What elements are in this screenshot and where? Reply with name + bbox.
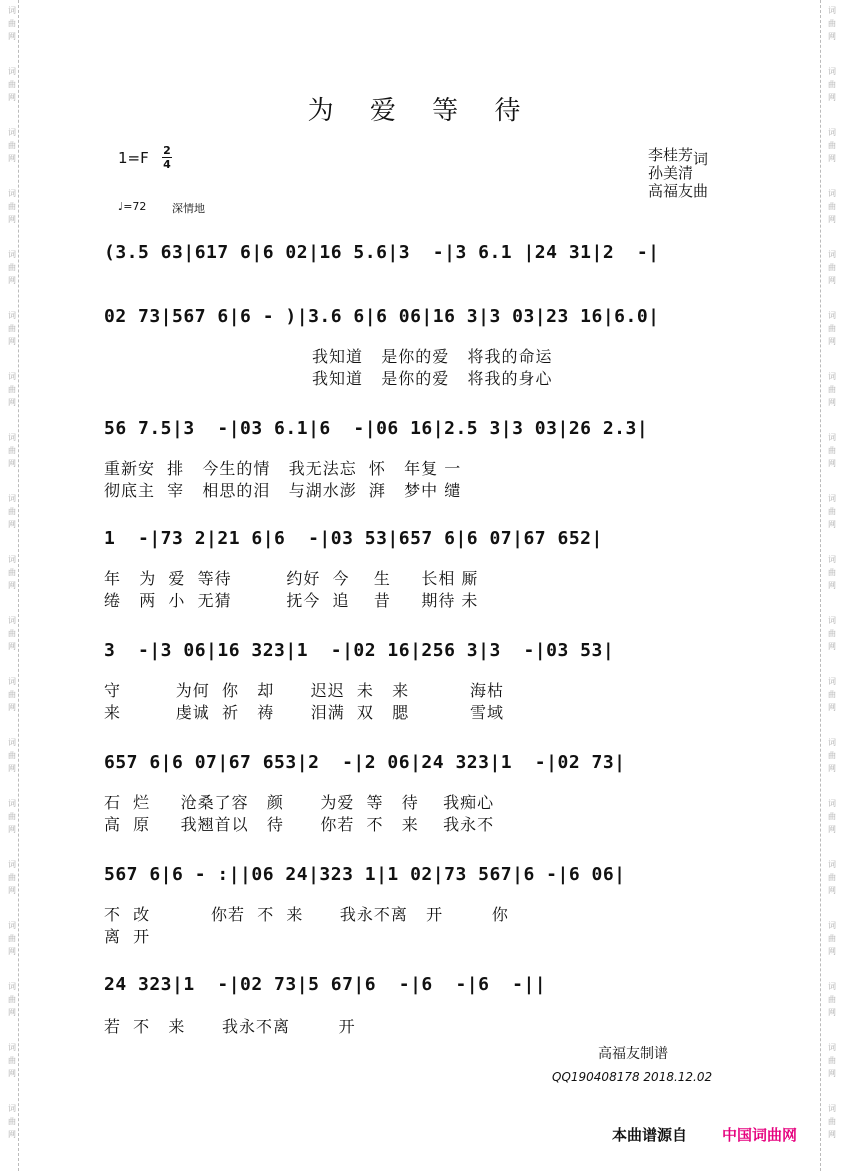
notes: (3.5 63|617 6|6 02|16 5.6|3 -|3 6.1 |24 31|2 -| — [104, 242, 660, 263]
watermark-glyphs: 词 曲 网 — [828, 67, 836, 102]
watermark-glyphs: 词 曲 网 — [828, 616, 836, 651]
watermark-glyphs: 词 曲 网 — [8, 67, 16, 102]
watermark-glyphs: 词 曲 网 — [828, 1104, 836, 1139]
lyric-line: 若 不 来 我永不离 开 — [104, 1017, 356, 1036]
watermark-glyphs: 词 曲 网 — [828, 433, 836, 468]
lyric-line: 我知道 是你的爱 将我的身心 — [312, 369, 553, 388]
notes: 3 -|3 06|16 323|1 -|02 16|256 3|3 -|03 53| — [104, 640, 615, 661]
score-row-4 — [104, 520, 744, 560]
watermark-glyphs: 词 曲 网 — [828, 860, 836, 895]
watermark-glyphs: 词 曲 网 — [8, 6, 16, 41]
watermark-glyphs: 词 曲 网 — [828, 555, 836, 590]
notes: 02 73|567 6|6 - )|3.6 6|6 06|16 3|3 03|23 16|6.0| — [104, 306, 660, 327]
watermark-glyphs: 词 曲 网 — [8, 1043, 16, 1078]
watermark-glyphs: 词 曲 网 — [8, 555, 16, 590]
watermark-glyphs: 词 曲 网 — [828, 677, 836, 712]
score-row-7 — [104, 856, 744, 896]
watermark-glyphs: 词 曲 网 — [8, 982, 16, 1017]
lyric-line: 重新安 排 今生的情 我无法忘 怀 年复 一 — [104, 459, 462, 478]
right-dashed-border — [820, 0, 821, 1171]
lyricist-2: 孙美清 — [648, 164, 694, 182]
watermark-glyphs: 词 曲 网 — [8, 311, 16, 346]
watermark-glyphs: 词 曲 网 — [828, 189, 836, 224]
lyric-line: 石 烂 沧桑了容 颜 为爱 等 待 我痴心 — [104, 793, 495, 812]
score-row-2 — [104, 298, 744, 338]
lyric-line: 守 为何 你 却 迟迟 未 来 海枯 — [104, 681, 505, 700]
watermark-glyphs: 词 曲 网 — [8, 860, 16, 895]
source-label: 本曲谱源自 — [612, 1126, 688, 1144]
lyric-line: 我知道 是你的爱 将我的命运 — [312, 347, 553, 366]
watermark-glyphs: 词 曲 网 — [8, 677, 16, 712]
watermark-glyphs: 词 曲 网 — [828, 738, 836, 773]
left-dashed-border — [18, 0, 19, 1171]
watermark-glyphs: 词 曲 网 — [828, 6, 836, 41]
watermark-glyphs: 词 曲 网 — [828, 799, 836, 834]
watermark-glyphs: 词 曲 网 — [828, 372, 836, 407]
credits — [648, 146, 708, 200]
notes: 657 6|6 07|67 653|2 -|2 06|24 323|1 -|02 73| — [104, 752, 626, 773]
watermark-glyphs: 词 曲 网 — [8, 433, 16, 468]
notes: 56 7.5|3 -|03 6.1|6 -|06 16|2.5 3|3 03|26 2.3| — [104, 418, 649, 439]
song-title: 为 爱 等 待 — [307, 96, 535, 126]
lyric-line: 不 改 你若 不 来 我永不离 开 你 — [104, 905, 509, 924]
tempo-mark: ♩=72 — [118, 200, 147, 213]
watermark-glyphs: 词 曲 网 — [828, 494, 836, 529]
score-row-3 — [104, 410, 744, 450]
time-signature — [162, 145, 172, 170]
watermark-glyphs: 词 曲 网 — [8, 1104, 16, 1139]
watermark-glyphs: 词 曲 网 — [8, 128, 16, 163]
time-bottom: 4 — [163, 158, 171, 171]
watermark-glyphs: 词 曲 网 — [8, 494, 16, 529]
watermark-glyphs: 词 曲 网 — [8, 250, 16, 285]
score-row-1 — [104, 234, 744, 274]
lyricist-suffix: 词 — [693, 150, 709, 168]
watermark-glyphs: 词 曲 网 — [8, 372, 16, 407]
source-brand-logo: 中国词曲网 — [722, 1126, 798, 1144]
expression-mark: 深情地 — [172, 202, 205, 215]
notes: 1 -|73 2|21 6|6 -|03 53|657 6|6 07|67 652| — [104, 528, 603, 549]
watermark-glyphs: 词 曲 网 — [828, 128, 836, 163]
watermark-glyphs: 词 曲 网 — [8, 921, 16, 956]
watermark-glyphs: 词 曲 网 — [828, 1043, 836, 1078]
lyric-line: 离 开 — [104, 927, 151, 946]
lyric-line: 彻底主 宰 相思的泪 与湖水澎 湃 梦中 缱 — [104, 481, 462, 500]
lyricist-1: 李桂芳 — [648, 146, 694, 164]
composer: 高福友曲 — [648, 182, 709, 200]
lyric-line: 高 原 我翘首以 待 你若 不 来 我永不 — [104, 815, 495, 834]
score-row-8 — [104, 966, 744, 1006]
watermark-glyphs: 词 曲 网 — [8, 616, 16, 651]
contact-date: QQ190408178 2018.12.02 — [552, 1070, 713, 1084]
watermark-glyphs: 词 曲 网 — [828, 250, 836, 285]
notes: 567 6|6 - :||06 24|323 1|1 02|73 567|6 -|6 06| — [104, 864, 626, 885]
score-row-6 — [104, 744, 744, 784]
lyric-line: 来 虔诚 祈 祷 泪满 双 腮 雪域 — [104, 703, 505, 722]
lyric-line: 绻 两 小 无猜 抚今 追 昔 期待 未 — [104, 591, 479, 610]
left-watermark-strip — [6, 0, 18, 1171]
notes: 24 323|1 -|02 73|5 67|6 -|6 -|6 -|| — [104, 974, 547, 995]
watermark-glyphs: 词 曲 网 — [8, 799, 16, 834]
time-top: 2 — [163, 144, 171, 157]
watermark-glyphs: 词 曲 网 — [828, 982, 836, 1017]
watermark-glyphs: 词 曲 网 — [8, 189, 16, 224]
score-row-5 — [104, 632, 744, 672]
lyric-line: 年 为 爱 等待 约好 今 生 长相 厮 — [104, 569, 479, 588]
watermark-glyphs: 词 曲 网 — [828, 921, 836, 956]
key-signature: 1=F — [118, 149, 149, 167]
watermark-glyphs: 词 曲 网 — [8, 738, 16, 773]
right-watermark-strip — [826, 0, 838, 1171]
watermark-glyphs: 词 曲 网 — [828, 311, 836, 346]
score-maker: 高福友制谱 — [598, 1046, 668, 1062]
